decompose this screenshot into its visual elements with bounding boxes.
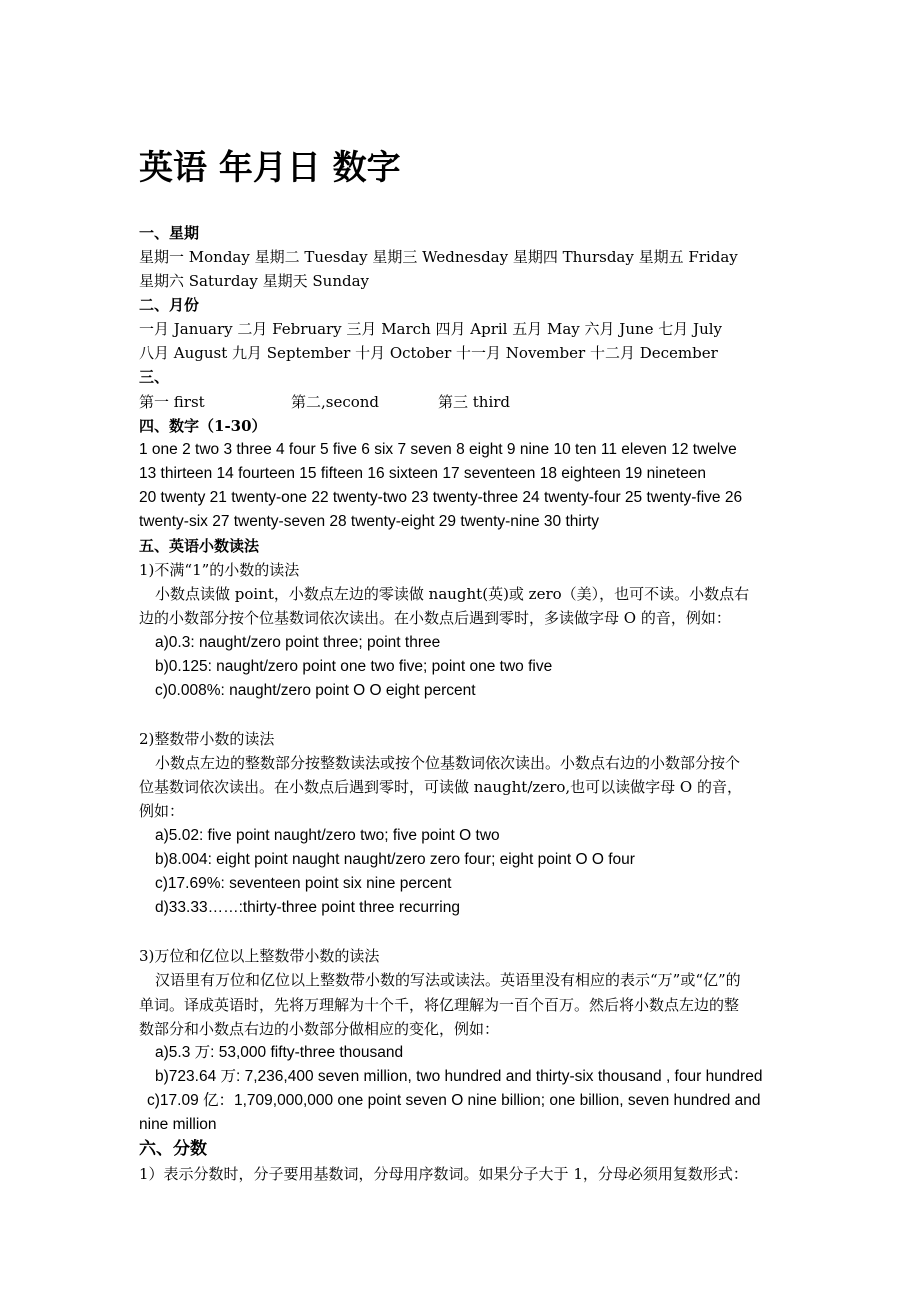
section-heading-weekdays: 一、星期 bbox=[139, 224, 200, 242]
ordinal-second: 第二,second bbox=[291, 393, 380, 411]
weekdays-line-1: 星期一 Monday 星期二 Tuesday 星期三 Wednesday 星期四 Thursday 星期五 Friday bbox=[139, 248, 738, 266]
ordinal-third: 第三 third bbox=[438, 393, 511, 411]
decimals-part2-example-d: d)33.33……:thirty-three point three recurring bbox=[155, 899, 460, 916]
decimals-part1-title: 1)不满“1”的小数的读法 bbox=[139, 561, 300, 579]
section-heading-months: 二、月份 bbox=[139, 296, 200, 314]
decimals-part3-body-1: 汉语里有万位和亿位以上整数带小数的写法或读法。英语里没有相应的表示“万”或“亿”的 bbox=[155, 971, 741, 989]
decimals-part1-example-b: b)0.125: naught/zero point one two five; point one two five bbox=[155, 658, 553, 675]
decimals-part3-body-2: 单词。译成英语时，先将万理解为十个千，将亿理解为一百个百万。然后将小数点左边的整 bbox=[139, 996, 740, 1014]
ordinal-first: 第一 first bbox=[139, 393, 205, 411]
decimals-part3-title: 3)万位和亿位以上整数带小数的读法 bbox=[139, 947, 380, 965]
section-heading-fractions: 六、分数 bbox=[139, 1139, 207, 1159]
decimals-part3-example-c-cont: nine million bbox=[139, 1116, 217, 1133]
decimals-part1-body-1: 小数点读做 point，小数点左边的零读做 naught(英)或 zero（美），也可不读。小数点右 bbox=[155, 585, 750, 603]
numbers-line-1: 1 one 2 two 3 three 4 four 5 five 6 six 7 seven 8 eight 9 nine 10 ten 11 eleven 12 twelve bbox=[139, 441, 737, 458]
decimals-part2-body-2: 位基数词依次读出。在小数点后遇到零时，可读做 naught/zero,也可以读做字母 O 的音， bbox=[139, 778, 742, 796]
numbers-line-4: twenty-six 27 twenty-seven 28 twenty-eight 29 twenty-nine 30 thirty bbox=[139, 513, 600, 530]
decimals-part2-example-b: b)8.004: eight point naught naught/zero zero four; eight point O O four bbox=[155, 851, 635, 868]
section-heading-numbers: 四、数字（1-30） bbox=[139, 417, 267, 435]
decimals-part2-body-3: 例如： bbox=[139, 802, 185, 820]
months-line-2: 八月 August 九月 September 十月 October 十一月 November 十二月 December bbox=[139, 344, 718, 362]
decimals-part3-example-b: b)723.64 万: 7,236,400 seven million, two hundred and thirty-six thousand , four hundred bbox=[155, 1068, 763, 1085]
decimals-part3-example-c: c)17.09 亿：1,709,000,000 one point seven O nine billion; one billion, seven hundred and bbox=[147, 1092, 761, 1109]
decimals-part3-body-3: 数部分和小数点右边的小数部分做相应的变化，例如： bbox=[139, 1020, 500, 1038]
decimals-part1-body-2: 边的小数部分按个位基数词依次读出。在小数点后遇到零时，多读做字母 O 的音，例如： bbox=[139, 609, 731, 627]
decimals-part2-example-a: a)5.02: five point naught/zero two; five point O two bbox=[155, 827, 500, 844]
decimals-part3-example-a: a)5.3 万: 53,000 fifty-three thousand bbox=[155, 1044, 404, 1061]
decimals-part2-example-c: c)17.69%: seventeen point six nine percent bbox=[155, 875, 452, 892]
section-heading-decimals: 五、英语小数读法 bbox=[139, 537, 260, 555]
decimals-part2-title: 2)整数带小数的读法 bbox=[139, 730, 275, 748]
numbers-line-3: 20 twenty 21 twenty-one 22 twenty-two 23 twenty-three 24 twenty-four 25 twenty-five 26 bbox=[139, 489, 743, 506]
decimals-part1-example-a: a)0.3: naught/zero point three; point three bbox=[155, 634, 441, 651]
numbers-line-2: 13 thirteen 14 fourteen 15 fifteen 16 sixteen 17 seventeen 18 eighteen 19 nineteen bbox=[139, 465, 707, 482]
decimals-part1-example-c: c)0.008%: naught/zero point O O eight percent bbox=[155, 682, 476, 699]
months-line-1: 一月 January 二月 February 三月 March 四月 April 五月 May 六月 June 七月 July bbox=[139, 320, 723, 338]
decimals-part2-body-1: 小数点左边的整数部分按整数读法或按个位基数词依次读出。小数点右边的小数部分按个 bbox=[155, 754, 741, 772]
page-title: 英语 年月日 数字 bbox=[139, 148, 401, 188]
weekdays-line-2: 星期六 Saturday 星期天 Sunday bbox=[139, 272, 370, 290]
fractions-line-1: 1）表示分数时，分子要用基数词，分母用序数词。如果分子大于 1，分母必须用复数形式： bbox=[139, 1165, 748, 1183]
section-heading-ordinals: 三、 bbox=[139, 368, 170, 386]
